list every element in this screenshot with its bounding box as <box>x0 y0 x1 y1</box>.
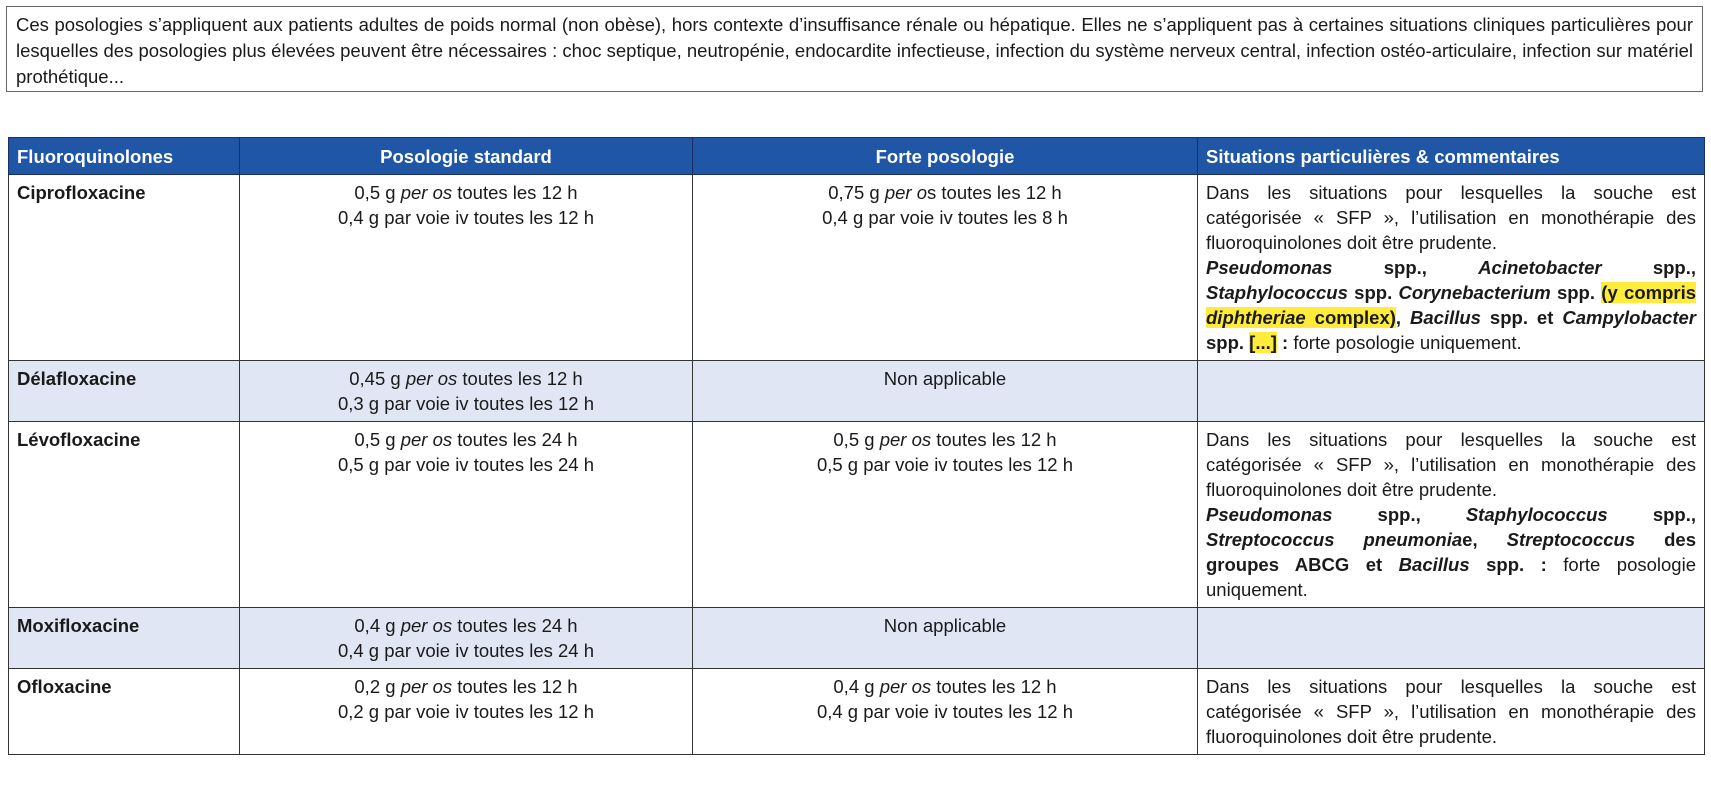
comment-fragment: forte posologie uniquement. <box>1206 554 1696 600</box>
header-situations-commentaires: Situations particulières & commentaires <box>1198 138 1705 175</box>
comment-cell <box>1198 669 1705 755</box>
high-dose-cell <box>693 175 1198 361</box>
comment-fragment: des groupes ABCG et <box>1206 529 1696 575</box>
high-dose-text: 0,5 g <box>833 429 880 450</box>
standard-dose-route: per os <box>400 615 453 636</box>
drug-name: Ofloxacine <box>9 669 240 755</box>
comment-fragment: Campylobacter <box>1562 307 1696 328</box>
standard-dose-line <box>248 674 684 699</box>
standard-dose-line <box>248 427 684 452</box>
high-dose-line <box>701 452 1189 477</box>
high-dose-line <box>701 427 1189 452</box>
high-dose-route: per os <box>879 676 932 697</box>
comment-cell <box>1198 175 1705 361</box>
comment-detail <box>1206 502 1696 602</box>
standard-dose-text: 0,4 g par voie iv toutes les 24 h <box>337 640 595 661</box>
intro-text: Ces posologies s’appliquent aux patients adultes de poids normal (non obèse), hors contexte d’insuffisance rénale ou hépatique. Elles ne s’appliquent pas à certaines situations cliniques particulières pour lesquelles des posologies plus élevées peuvent être nécessaires : choc septique, neutropénie, endocardite infectieuse, infection du système nerveux central, infection ostéo-articulaire, infection sur matériel prothétique... <box>16 14 1693 87</box>
standard-dose-text: 0,2 g <box>354 676 401 697</box>
standard-dose-route: per os <box>405 368 458 389</box>
standard-dose-line <box>248 366 684 391</box>
high-dose-line <box>701 674 1189 699</box>
table-row <box>9 361 1705 422</box>
table-row <box>9 422 1705 608</box>
standard-dose-route: per os <box>400 182 453 203</box>
comment-fragment: Streptococcus <box>1506 529 1636 550</box>
comment-fragment: spp. <box>1550 282 1602 303</box>
table-row <box>9 669 1705 755</box>
standard-dose-cell <box>240 608 693 669</box>
comment-fragment: [...] <box>1249 332 1277 353</box>
high-dose-text: Non applicable <box>883 368 1007 389</box>
standard-dose-line <box>248 638 684 663</box>
comment-fragment: , <box>1395 307 1411 328</box>
high-dose-text: s toutes les 12 h <box>927 182 1062 203</box>
standard-dose-route: per os <box>400 429 453 450</box>
drug-name: Moxifloxacine <box>9 608 240 669</box>
comment-cell <box>1198 361 1705 422</box>
comment-fragment: spp., <box>1607 504 1697 525</box>
high-dose-text: 0,4 g <box>833 676 880 697</box>
comment-fragment: spp. <box>1206 332 1250 353</box>
standard-dose-text: 0,2 g par voie iv toutes les 12 h <box>337 701 595 722</box>
table-row <box>9 608 1705 669</box>
standard-dose-route: per os <box>400 676 453 697</box>
standard-dose-text: toutes les 24 h <box>452 429 578 450</box>
high-dose-text: 0,75 g <box>828 182 885 203</box>
high-dose-line <box>701 366 1189 391</box>
comment-fragment: Pseudomonas <box>1206 257 1333 278</box>
standard-dose-text: 0,5 g <box>354 182 401 203</box>
standard-dose-text: 0,4 g <box>354 615 401 636</box>
high-dose-route: per os <box>879 429 932 450</box>
comment-intro: Dans les situations pour lesquelles la souche est catégorisée « SFP », l’utilisation en monothérapie des fluoroquinolones doit être prudente. <box>1206 182 1696 253</box>
comment-fragment: : <box>1276 332 1294 353</box>
standard-dose-cell <box>240 175 693 361</box>
drug-name: Ciprofloxacine <box>9 175 240 361</box>
standard-dose-text: toutes les 24 h <box>452 615 578 636</box>
header-posologie-standard: Posologie standard <box>240 138 693 175</box>
dosage-table <box>8 137 1705 755</box>
comment-intro: Dans les situations pour lesquelles la souche est catégorisée « SFP », l’utilisation en monothérapie des fluoroquinolones doit être prudente. <box>1206 429 1696 500</box>
standard-dose-text: 0,45 g <box>349 368 406 389</box>
standard-dose-text: 0,5 g par voie iv toutes les 24 h <box>337 454 595 475</box>
standard-dose-line <box>248 391 684 416</box>
high-dose-cell <box>693 669 1198 755</box>
standard-dose-text: toutes les 12 h <box>452 182 578 203</box>
comment-fragment: Corynebacterium <box>1398 282 1551 303</box>
standard-dose-cell <box>240 669 693 755</box>
comment-fragment: Staphylococcus <box>1206 282 1348 303</box>
comment-fragment: complex) <box>1305 307 1396 328</box>
comment-fragment: spp. et <box>1480 307 1563 328</box>
comment-fragment: Acinetobacter <box>1478 257 1602 278</box>
standard-dose-text: 0,3 g par voie iv toutes les 12 h <box>337 393 595 414</box>
comment-fragment: Bacillus <box>1398 554 1470 575</box>
table-header-row <box>9 138 1705 175</box>
high-dose-text: 0,4 g par voie iv toutes les 12 h <box>816 701 1074 722</box>
standard-dose-text: 0,5 g <box>354 429 401 450</box>
standard-dose-text: toutes les 12 h <box>457 368 583 389</box>
comment-detail <box>1206 255 1696 355</box>
comment-fragment: (y compris <box>1601 282 1697 303</box>
standard-dose-text: 0,4 g par voie iv toutes les 12 h <box>337 207 595 228</box>
high-dose-text: toutes les 12 h <box>931 429 1057 450</box>
standard-dose-cell <box>240 361 693 422</box>
high-dose-cell <box>693 361 1198 422</box>
header-forte-posologie: Forte posologie <box>693 138 1198 175</box>
standard-dose-line <box>248 613 684 638</box>
comment-fragment: spp., <box>1332 504 1466 525</box>
comment-fragment: , <box>1472 529 1507 550</box>
comment-cell <box>1198 608 1705 669</box>
comment-fragment: diphtheriae <box>1206 307 1306 328</box>
high-dose-line <box>701 699 1189 724</box>
high-dose-line <box>701 613 1189 638</box>
comment-fragment: spp. <box>1347 282 1399 303</box>
high-dose-line <box>701 180 1189 205</box>
high-dose-route: per o <box>884 182 927 203</box>
high-dose-text: toutes les 12 h <box>931 676 1057 697</box>
standard-dose-text: toutes les 12 h <box>452 676 578 697</box>
comment-fragment: spp. : <box>1469 554 1564 575</box>
standard-dose-line <box>248 180 684 205</box>
standard-dose-line <box>248 452 684 477</box>
standard-dose-line <box>248 699 684 724</box>
header-fluoroquinolones: Fluoroquinolones <box>9 138 240 175</box>
table-row <box>9 175 1705 361</box>
drug-name: Lévofloxacine <box>9 422 240 608</box>
high-dose-cell <box>693 422 1198 608</box>
comment-fragment: e <box>1462 529 1473 550</box>
standard-dose-line <box>248 205 684 230</box>
comment-intro: Dans les situations pour lesquelles la souche est catégorisée « SFP », l’utilisation en monothérapie des fluoroquinolones doit être prudente. <box>1206 676 1696 747</box>
high-dose-line <box>701 205 1189 230</box>
drug-name: Délafloxacine <box>9 361 240 422</box>
table-body <box>9 175 1705 755</box>
high-dose-text: 0,5 g par voie iv toutes les 12 h <box>816 454 1074 475</box>
comment-fragment: spp., <box>1601 257 1697 278</box>
comment-fragment: forte posologie uniquement. <box>1293 332 1522 353</box>
comment-fragment: Streptococcus pneumonia <box>1206 529 1463 550</box>
comment-fragment: spp., <box>1332 257 1479 278</box>
high-dose-cell <box>693 608 1198 669</box>
high-dose-text: 0,4 g par voie iv toutes les 8 h <box>822 207 1068 228</box>
intro-note <box>6 6 1703 92</box>
comment-fragment: Pseudomonas <box>1206 504 1333 525</box>
standard-dose-cell <box>240 422 693 608</box>
comment-fragment: Staphylococcus <box>1465 504 1608 525</box>
high-dose-text: Non applicable <box>883 615 1007 636</box>
comment-cell <box>1198 422 1705 608</box>
comment-fragment: Bacillus <box>1410 307 1481 328</box>
